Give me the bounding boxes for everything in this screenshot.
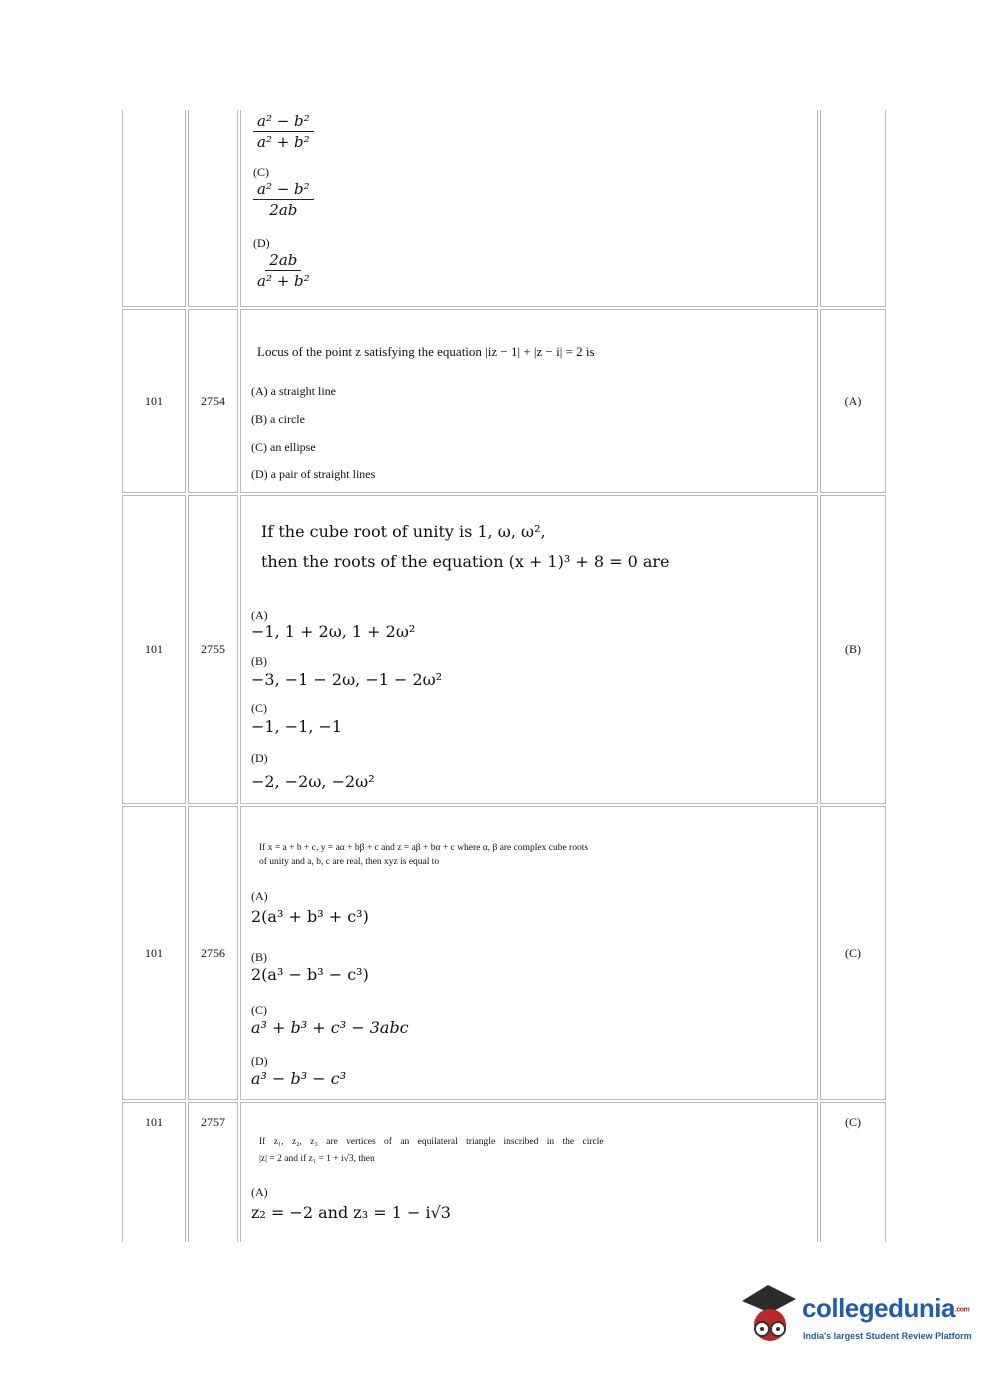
question-line-2: of unity and a, b, c are real, then xyz is equal to [259, 857, 440, 867]
answer-cell: (C) [820, 806, 886, 1100]
question-cell [240, 309, 818, 493]
option-label: (C) [253, 165, 269, 179]
fraction-numerator: 2ab [265, 251, 301, 271]
fraction-denominator: a² + b² [257, 272, 310, 290]
qid-cell: 2755 [188, 495, 238, 804]
option-b-label: (B) [251, 654, 267, 668]
answer-cell: (A) [820, 309, 886, 493]
qid-cell: 2754 [188, 309, 238, 493]
brand-name: collegedunia.com [802, 1293, 970, 1323]
question-cell [240, 495, 818, 804]
qid-cell: 2757 [188, 1102, 238, 1242]
question-cell [240, 806, 818, 1100]
fraction-denominator: a² + b² [257, 133, 310, 151]
subject-cell: 101 [122, 495, 186, 804]
option-c [253, 165, 314, 219]
subject-cell: 101 [122, 806, 186, 1100]
option-c-label: (C) [251, 1003, 267, 1017]
subject-cell: 101 [122, 309, 186, 493]
question-line-1: If the cube root of unity is 1, ω, ω², [261, 522, 546, 541]
option-label: (D) [253, 236, 270, 250]
option-a-value: 2(a³ + b³ + c³) [251, 907, 369, 926]
option-b-value: 2(a³ − b³ − c³) [251, 965, 369, 984]
question-line-2: then the roots of the equation (x + 1)³ + 8 = 0 are [261, 552, 670, 571]
table-row [122, 309, 886, 493]
option-a-label: (A) [251, 1185, 268, 1199]
question-cell [240, 1102, 818, 1242]
table-row [122, 806, 886, 1100]
subject-cell: 101 [122, 1102, 186, 1242]
option-d-value: a³ − b³ − c³ [251, 1069, 347, 1088]
qid-cell [188, 110, 238, 307]
option-d-label: (D) [251, 751, 268, 765]
fraction-denominator: 2ab [269, 201, 298, 219]
table-row [122, 1102, 886, 1242]
option-c-value: a³ + b³ + c³ − 3abc [251, 1018, 409, 1037]
option-d: (D) a pair of straight lines [251, 467, 376, 481]
option-a-value: −1, 1 + 2ω, 1 + 2ω² [251, 622, 416, 641]
answer-cell [820, 110, 886, 307]
option-b-label: (B) [251, 950, 267, 964]
option-frac [253, 112, 314, 151]
option-c-value: −1, −1, −1 [251, 717, 343, 736]
answer-cell: (B) [820, 495, 886, 804]
option-b-value: −3, −1 − 2ω, −1 − 2ω² [251, 670, 443, 689]
question-line-1: If x = a + b + c, y = aα + bβ + c and z = aβ + bα + c where α, β are complex cube roots [259, 843, 589, 853]
option-d-value: −2, −2ω, −2ω² [251, 772, 375, 791]
brand-tagline: India's largest Student Review Platform [803, 1331, 972, 1341]
question-text: Locus of the point z satisfying the equation |iz − 1| + |z − i| = 2 is [257, 344, 595, 359]
fraction-numerator: a² − b² [253, 112, 314, 132]
question-line-2: |z| = 2 and if z₁ = 1 + i√3, then [259, 1154, 375, 1164]
option-a-value: z₂ = −2 and z₃ = 1 − i√3 [251, 1203, 451, 1222]
fraction-numerator: a² − b² [253, 180, 314, 200]
table-row [122, 110, 886, 307]
option-c: (C) an ellipse [251, 440, 316, 454]
option-c-label: (C) [251, 701, 267, 715]
table-row [122, 495, 886, 804]
qid-cell: 2756 [188, 806, 238, 1100]
answer-cell: (C) [820, 1102, 886, 1242]
option-d-label: (D) [251, 1054, 268, 1068]
question-line-1: If z₁, z₂, z₃ are vertices of an equilateral triangle inscribed in the circle [259, 1137, 604, 1147]
question-cell [240, 110, 818, 307]
option-a-label: (A) [251, 889, 268, 903]
option-d [253, 236, 314, 290]
subject-cell [122, 110, 186, 307]
brand-suffix: .com [954, 1306, 970, 1314]
option-b: (B) a circle [251, 412, 305, 426]
option-a-label: (A) [251, 608, 268, 622]
option-a: (A) a straight line [251, 384, 336, 398]
